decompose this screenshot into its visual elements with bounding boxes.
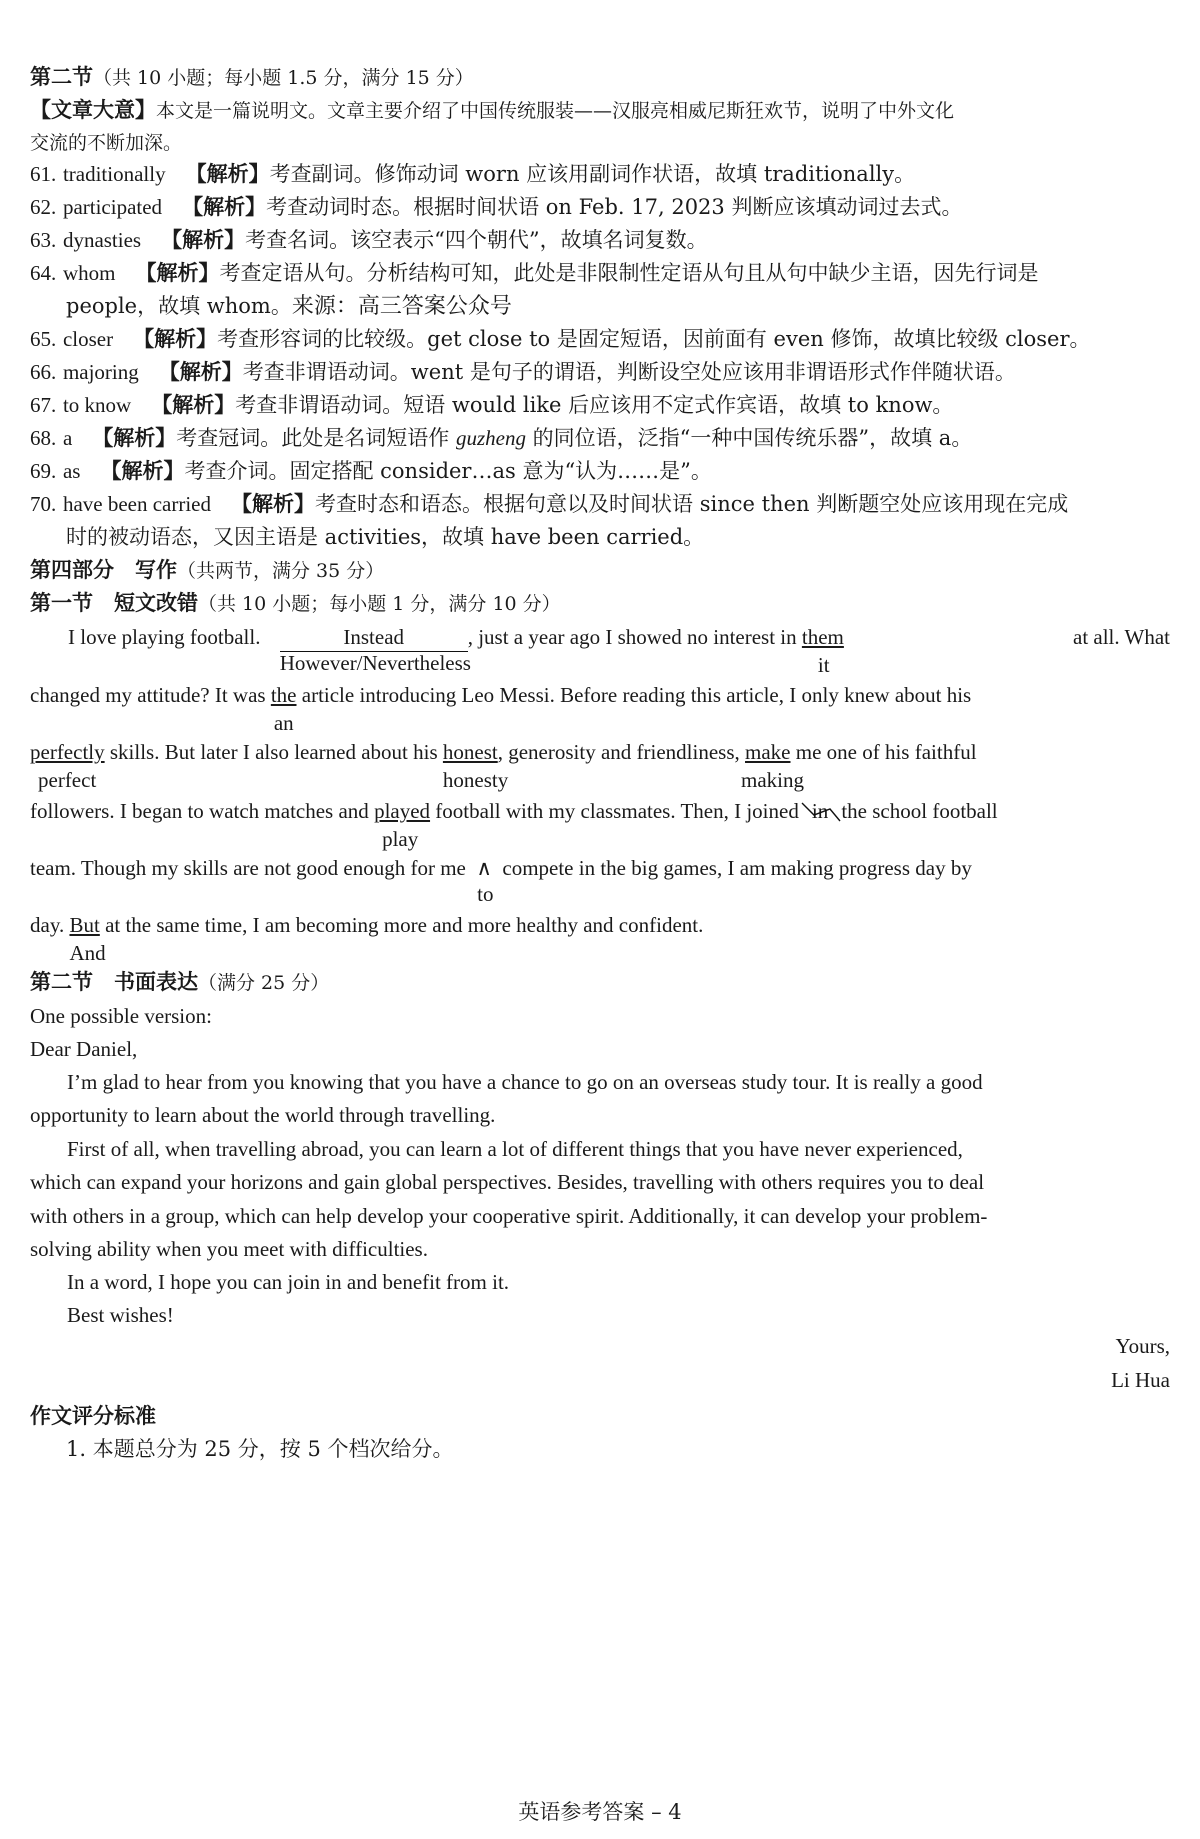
summary-line-2: 交流的不断加深。 (30, 132, 183, 154)
correction-line-2 (30, 681, 1170, 735)
deletion-mark-icon (800, 799, 842, 825)
part4-heading (30, 556, 1170, 585)
answer-70-continuation: 时的被动语态，又因主语是 activities，故填 have been carried。 (66, 525, 705, 549)
error-word (442, 740, 509, 792)
correction-word: play (382, 827, 419, 851)
section-note: （满分 25 分） (198, 972, 330, 994)
error-word (69, 913, 106, 965)
answer-number: 66. (30, 360, 57, 384)
answer-number: 62. (30, 195, 57, 219)
passage-text: the school football (841, 799, 998, 823)
analysis-text: 考查非谓语动词。短语 would like 后应该用不定式作宾语，故填 to know。 (235, 393, 954, 417)
analysis-text: people，故填 whom。 (66, 294, 292, 318)
passage-text: article introducing Leo Messi. Before reading this article, I only knew about his (301, 683, 972, 707)
section-title: 第二节 书面表达 (30, 969, 198, 994)
answer-69 (30, 457, 1170, 485)
passage-text: I love playing football. (68, 625, 261, 649)
answer-number: 67. (30, 393, 57, 417)
essay-signature-name: Li Hua (1111, 1368, 1170, 1392)
deleted-word (804, 797, 836, 825)
answer-number: 64. (30, 261, 57, 285)
answer-61 (30, 160, 1170, 188)
error-word (30, 740, 105, 792)
answer-64-continuation (66, 292, 1170, 321)
answer-number: 68. (30, 426, 57, 450)
answer-64 (30, 259, 1170, 287)
grading-heading: 作文评分标准 (30, 1403, 156, 1428)
analysis-tag: 【解析】 (133, 326, 218, 351)
correction-word: making (741, 768, 805, 792)
passage-text: followers. I began to watch matches and (30, 799, 369, 823)
correction-line-5 (30, 854, 1170, 906)
essay-line: opportunity to learn about the world through travelling. (30, 1103, 496, 1127)
correction-line-3 (30, 738, 1170, 792)
answer-number: 61. (30, 162, 57, 186)
analysis-text: 考查形容词的比较级。get close to 是固定短语，因前面有 even 修饰，故填比较级 closer。 (217, 327, 1091, 351)
essay-line: I’m glad to hear from you knowing that you have a chance to go on an overseas study tour. It is really a good (67, 1070, 983, 1094)
error-text: But (69, 913, 100, 937)
section-title: 第二节 (30, 64, 93, 89)
analysis-tag: 【解析】 (231, 491, 316, 516)
passage-text: at the same time, I am becoming more and more healthy and confident. (105, 913, 704, 937)
summary-line-1 (30, 96, 1170, 125)
essay-intro: One possible version: (30, 1004, 212, 1028)
essay-closing: Best wishes! (67, 1303, 174, 1327)
answer-word: dynasties (62, 228, 142, 252)
answer-68 (30, 424, 1170, 452)
answer-number: 63. (30, 228, 57, 252)
correction-word: perfect (38, 768, 97, 792)
source-note: 来源：高三答案公众号 (291, 294, 512, 319)
grading-item: 1. 本题总分为 25 分，按 5 个档次给分。 (66, 1437, 454, 1461)
analysis-text: 考查名词。该空表示“四个朝代”，故填名词复数。 (245, 228, 708, 252)
passage-text: , generosity and friendliness, (497, 740, 740, 764)
analysis-tag: 【解析】 (158, 359, 243, 384)
answer-70 (30, 490, 1170, 518)
answer-65 (30, 325, 1170, 353)
analysis-text: 考查非谓语动词。went 是句子的谓语，判断设空处应该用非谓语形式作伴随状语。 (242, 360, 1016, 384)
answer-word: a (62, 426, 73, 450)
passage-text: , just a year ago I showed no interest in (467, 625, 797, 649)
part-note: （共两节，满分 35 分） (177, 560, 385, 582)
essay-greeting: Dear Daniel, (30, 1037, 138, 1061)
analysis-text: 考查定语从句。分析结构可知，此处是非限制性定语从句且从句中缺少主语，因先行词是 (219, 261, 1039, 285)
error-text: make (745, 740, 791, 764)
correction-blank (279, 623, 471, 675)
answer-number: 65. (30, 327, 57, 351)
error-text: perfectly (30, 740, 105, 764)
passage-text: me one of his faithful (795, 740, 977, 764)
answer-word: whom (62, 261, 116, 285)
answer-63 (30, 226, 1170, 254)
correction-line-1 (30, 623, 1170, 677)
answer-word: to know (62, 393, 132, 417)
section-note: （共 10 小题；每小题 1.5 分，满分 15 分） (93, 67, 474, 89)
section-title: 第一节 短文改错 (30, 590, 198, 615)
answer-word: traditionally (62, 162, 166, 186)
correction-word: And (69, 941, 106, 965)
correction-line-4 (30, 797, 1170, 851)
analysis-tag: 【解析】 (151, 392, 236, 417)
deleted-text: in (811, 799, 829, 823)
answer-66 (30, 358, 1170, 386)
answer-word: closer (62, 327, 114, 351)
insertion-caret-icon: ∧ (476, 856, 492, 880)
essay-signoff: Yours, (1115, 1334, 1170, 1358)
essay-line: with others in a group, which can help develop your cooperative spirit. Additionally, it can develop your problem- (30, 1204, 988, 1228)
correction-line-6 (30, 911, 1170, 965)
passage-text: changed my attitude? It was (30, 683, 266, 707)
answer-word: have been carried (62, 492, 212, 516)
summary-label: 【文章大意】 (30, 97, 156, 122)
analysis-tag: 【解析】 (100, 458, 185, 483)
analysis-tag: 【解析】 (182, 194, 267, 219)
section1-heading (30, 589, 1170, 618)
page-footer: 英语参考答案 – 4 (518, 1800, 682, 1824)
passage-text: team. Though my skills are not good enough for me (30, 856, 466, 880)
error-text: honest (442, 740, 498, 764)
error-text: them (801, 625, 844, 649)
passage-text: compete in the big games, I am making progress day by (502, 856, 972, 880)
correction-word: honesty (442, 768, 509, 792)
error-word (270, 683, 297, 735)
insertion-mark (471, 854, 497, 906)
analysis-text: 考查动词时态。根据时间状语 on Feb. 17, 2023 判断应该填动词过去式。 (266, 195, 963, 219)
essay-line: which can expand your horizons and gain global perspectives. Besides, travelling with others requires you to deal (30, 1170, 985, 1194)
error-word (741, 740, 805, 792)
section2-writing-heading (30, 968, 1170, 997)
analysis-tag: 【解析】 (92, 425, 177, 450)
correction-word: However/Nevertheless (279, 651, 471, 675)
analysis-text: 的同位语，泛指“一种中国传统乐器”，故填 a。 (525, 426, 973, 450)
passage-text: football with my classmates. Then, I joined (435, 799, 799, 823)
essay-line: In a word, I hope you can join in and benefit from it. (67, 1270, 510, 1294)
section2-heading (30, 63, 1170, 92)
answer-number: 69. (30, 459, 57, 483)
analysis-tag: 【解析】 (135, 260, 220, 285)
error-word (374, 799, 431, 851)
part-title: 第四部分 写作 (30, 557, 177, 582)
correction-word: to (477, 882, 494, 906)
summary-text: 本文是一篇说明文。文章主要介绍了中国传统服装——汉服亮相威尼斯狂欢节，说明了中外文化 (156, 100, 955, 122)
answer-word: majoring (62, 360, 139, 384)
analysis-text: 考查介词。固定搭配 consider…as 意为“认为……是”。 (184, 459, 712, 483)
passage-text: at all. What (1073, 625, 1170, 649)
essay-line: solving ability when you meet with difficulties. (30, 1237, 428, 1261)
answer-67 (30, 391, 1170, 419)
correction-word: an (273, 711, 294, 735)
analysis-text: 考查时态和语态。根据句意以及时间状语 since then 判断题空处应该用现在完成 (315, 492, 1069, 516)
answer-word: as (62, 459, 81, 483)
italic-term: guzheng (455, 426, 526, 450)
analysis-text: 考查副词。修饰动词 worn 应该用副词作状语，故填 traditionally。 (269, 162, 916, 186)
section-note: （共 10 小题；每小题 1 分，满分 10 分） (198, 593, 561, 615)
analysis-text: 考查冠词。此处是名词短语作 (176, 426, 456, 450)
answer-word: participated (62, 195, 163, 219)
analysis-tag: 【解析】 (185, 161, 270, 186)
error-text: played (374, 799, 431, 823)
error-text: the (270, 683, 297, 707)
answer-number: 70. (30, 492, 57, 516)
passage-text: day. (30, 913, 65, 937)
error-word (801, 625, 844, 677)
blank-word: Instead (343, 625, 405, 649)
passage-text: skills. But later I also learned about his (109, 740, 438, 764)
correction-word: it (817, 653, 830, 677)
answer-62 (30, 193, 1170, 221)
essay-line: First of all, when travelling abroad, you can learn a lot of different things that you have never experienced, (67, 1137, 963, 1161)
analysis-tag: 【解析】 (161, 227, 246, 252)
